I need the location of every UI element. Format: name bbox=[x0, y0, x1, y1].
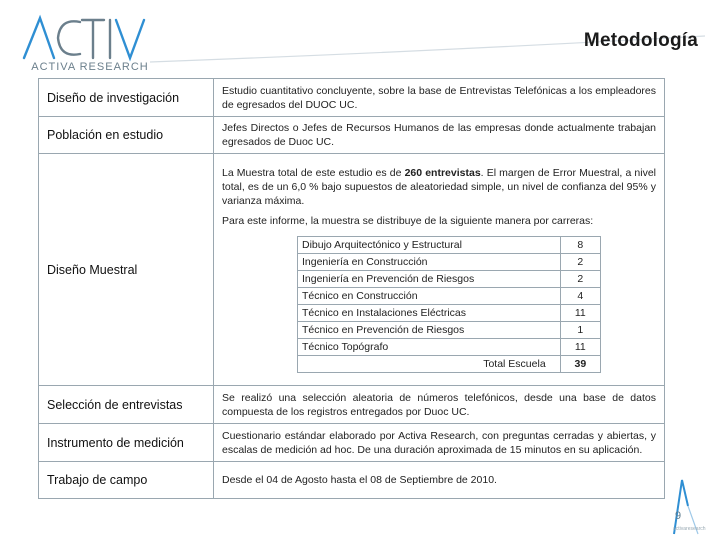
distribution-intro: Para este informe, la muestra se distribuye de la siguiente manera por carreras: bbox=[222, 215, 594, 227]
table-row bbox=[39, 154, 665, 386]
table-row: Técnico en Construcción 4 bbox=[298, 288, 601, 305]
table-row bbox=[39, 462, 665, 499]
row-content: Cuestionario estándar elaborado por Activa Research, con preguntas cerradas y abiertas, y escalas de medición ad hoc. De una duración aproximada de 15 minutos en su aplicación. bbox=[214, 424, 665, 462]
row-label: Diseño Muestral bbox=[39, 154, 214, 386]
table-row: Dibujo Arquitectónico y Estructural 8 bbox=[298, 237, 601, 254]
page-number: 9 bbox=[675, 510, 682, 522]
sample-paragraph: La Muestra total de este estudio es de 260 entrevistas. El margen de Error Muestral, a nivel total, es de un 6,0 % bajo supuestos de aleatoriedad simple, un nivel de confianza del 95% y varianza máxima. bbox=[222, 167, 656, 207]
row-label: Trabajo de campo bbox=[39, 462, 214, 499]
row-label: Diseño de investigación bbox=[39, 79, 214, 117]
table-row: Técnico en Instalaciones Eléctricas 11 bbox=[298, 305, 601, 322]
row-label: Población en estudio bbox=[39, 117, 214, 154]
methodology-table bbox=[38, 78, 665, 499]
row-content: Desde el 04 de Agosto hasta el 08 de Septiembre de 2010. bbox=[214, 462, 665, 499]
career-distribution-table bbox=[297, 236, 601, 373]
table-row bbox=[39, 117, 665, 154]
row-content: Estudio cuantitativo concluyente, sobre la base de Entrevistas Telefónicas a los empleadores de egresados del DUOC UC. bbox=[214, 79, 665, 117]
table-row: Ingeniería en Prevención de Riesgos 2 bbox=[298, 271, 601, 288]
table-row bbox=[39, 424, 665, 462]
table-row bbox=[39, 386, 665, 424]
row-label: Selección de entrevistas bbox=[39, 386, 214, 424]
table-row: Ingeniería en Construcción 2 bbox=[298, 254, 601, 271]
row-content: Jefes Directos o Jefes de Recursos Humanos de las empresas donde actualmente trabajan egresados de Duoc UC. bbox=[214, 117, 665, 154]
table-row: Técnico Topógrafo 11 bbox=[298, 339, 601, 356]
activa-research-logo bbox=[20, 12, 160, 74]
footer-brand: activaresearch bbox=[673, 526, 706, 532]
row-content: Se realizó una selección aleatoria de números telefónicos, desde una base de datos compuesta de los registros entregados por Duoc UC. bbox=[214, 386, 665, 424]
page-title: Metodología bbox=[583, 30, 698, 51]
table-row: Técnico en Prevención de Riesgos 1 bbox=[298, 322, 601, 339]
logo-text: ACTIVA RESEARCH bbox=[31, 61, 149, 73]
total-row: Total Escuela 39 bbox=[298, 356, 601, 373]
row-content bbox=[214, 154, 665, 386]
table-row bbox=[39, 79, 665, 117]
sample-size: 260 entrevistas bbox=[404, 167, 481, 179]
row-label: Instrumento de medición bbox=[39, 424, 214, 462]
